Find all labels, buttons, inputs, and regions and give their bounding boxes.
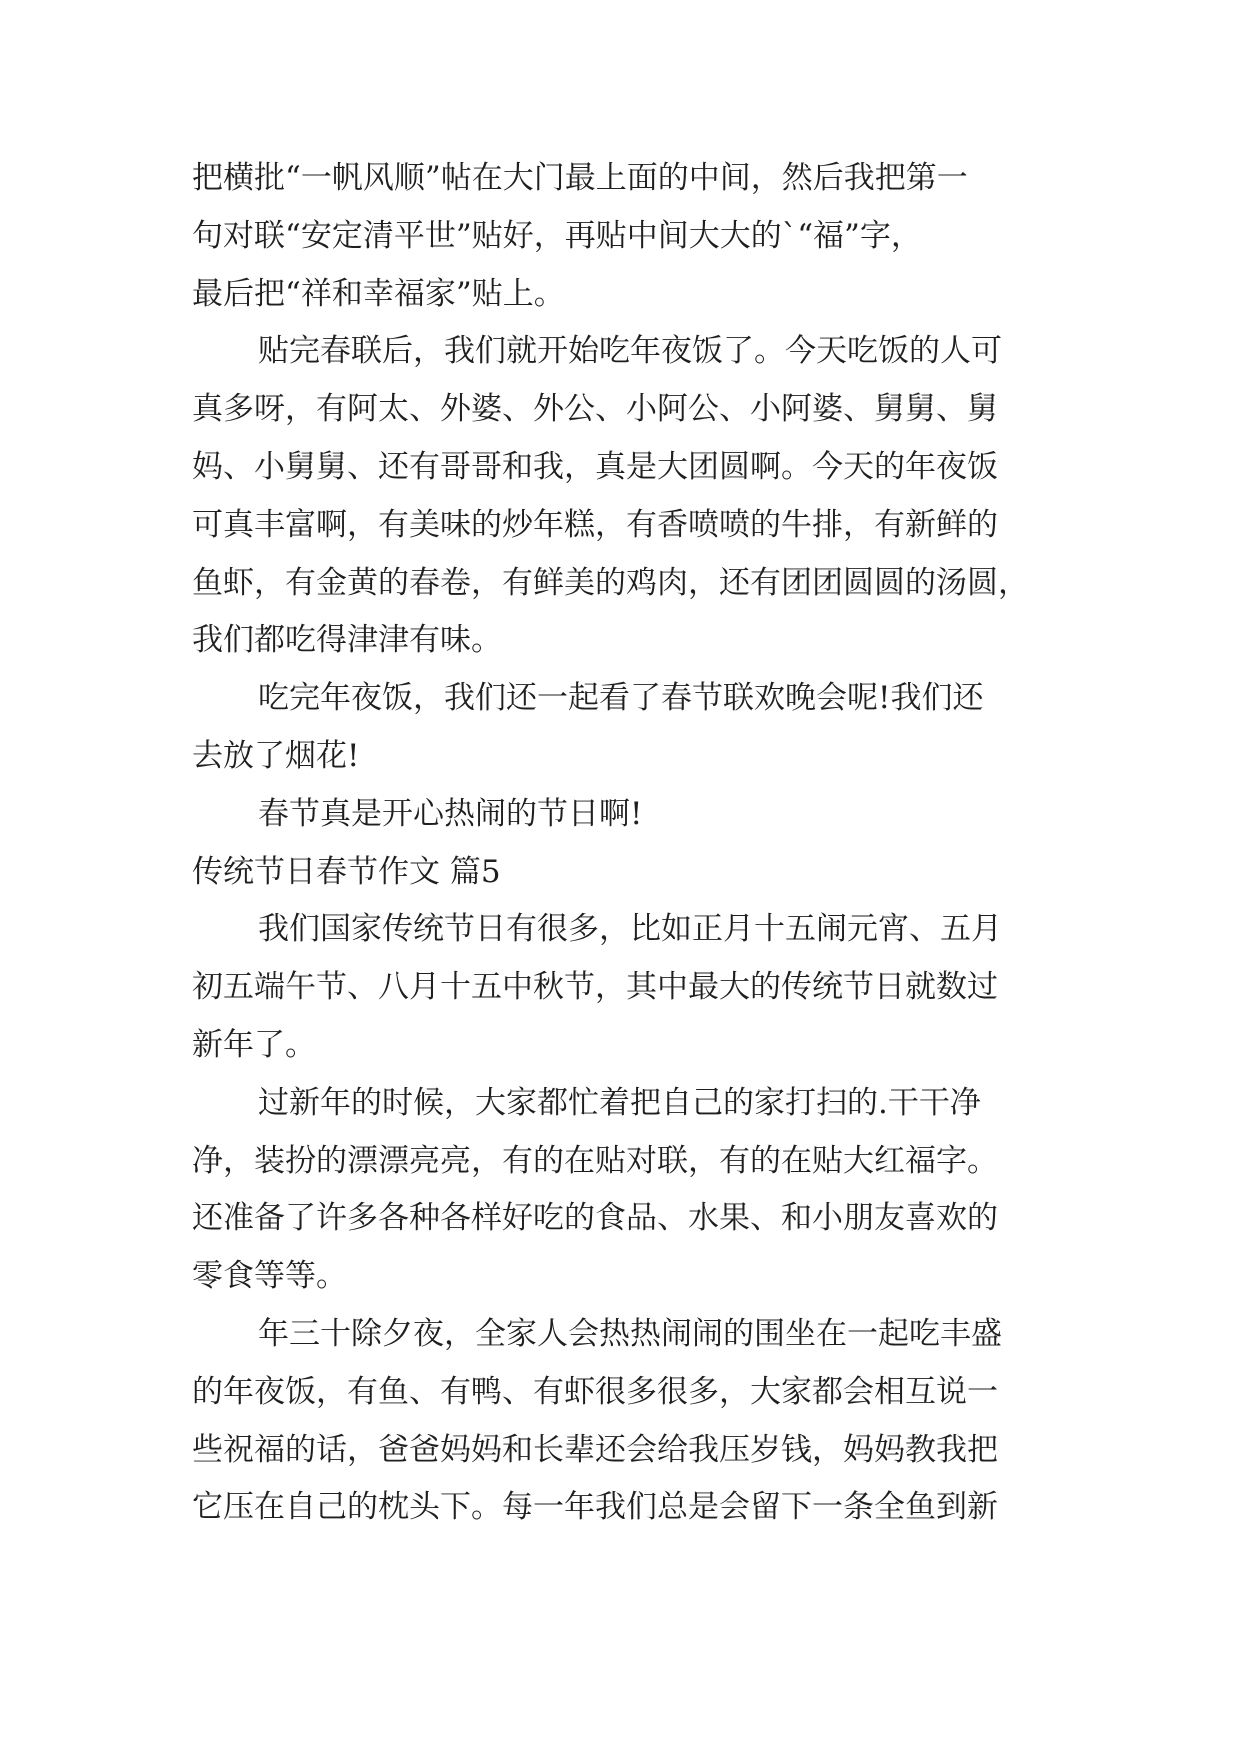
text-line: 还准备了许多各种各样好吃的食品、水果、和小朋友喜欢的 bbox=[192, 1200, 998, 1237]
paragraph-first-line: 吃完年夜饭，我们还一起看了春节联欢晚会呢!我们还 bbox=[258, 680, 984, 717]
text-line: 初五端午节、八月十五中秋节，其中最大的传统节日就数过 bbox=[192, 969, 998, 1006]
paragraph-first-line: 年三十除夕夜，全家人会热热闹闹的围坐在一起吃丰盛 bbox=[258, 1315, 1002, 1352]
text-line: 妈、小舅舅、还有哥哥和我，真是大团圆啊。今天的年夜饭 bbox=[192, 448, 998, 485]
essay-body bbox=[192, 150, 1072, 1537]
text-line: 真多呀，有阿太、外婆、外公、小阿公、小阿婆、舅舅、舅 bbox=[192, 391, 998, 428]
paragraph-first-line: 过新年的时候，大家都忙着把自己的家打扫的.干干净 bbox=[258, 1084, 981, 1121]
text-line: 去放了烟花! bbox=[192, 737, 360, 774]
text-line: 可真丰富啊，有美味的炒年糕，有香喷喷的牛排，有新鲜的 bbox=[192, 506, 998, 543]
text-line: 鱼虾，有金黄的春卷，有鲜美的鸡肉，还有团团圆圆的汤圆， bbox=[192, 564, 1029, 601]
section-heading: 传统节日春节作文 篇5 bbox=[192, 853, 501, 890]
paragraph-first-line: 我们国家传统节日有很多，比如正月十五闹元宵、五月 bbox=[258, 911, 1002, 948]
text-line: 句对联“安定清平世”贴好，再贴中间大大的`“福”字， bbox=[192, 217, 922, 254]
text-line: 新年了。 bbox=[192, 1026, 316, 1063]
paragraph-first-line: 贴完春联后，我们就开始吃年夜饭了。今天吃饭的人可 bbox=[258, 333, 1002, 370]
text-line: 最后把“祥和幸福家”贴上。 bbox=[192, 275, 565, 312]
text-line: 它压在自己的枕头下。每一年我们总是会留下一条全鱼到新 bbox=[192, 1489, 998, 1526]
text-line: 把横批“一帆风顺”帖在大门最上面的中间，然后我把第一 bbox=[192, 160, 968, 196]
text-line: 的年夜饭，有鱼、有鸭、有虾很多很多，大家都会相互说一 bbox=[192, 1373, 998, 1410]
text-line: 零食等等。 bbox=[192, 1258, 347, 1295]
text-line: 净，装扮的漂漂亮亮，有的在贴对联，有的在贴大红福字。 bbox=[192, 1142, 998, 1179]
text-line: 些祝福的话，爸爸妈妈和长辈还会给我压岁钱，妈妈教我把 bbox=[192, 1431, 998, 1468]
paragraph-first-line: 春节真是开心热闹的节日啊! bbox=[258, 795, 643, 832]
text-line: 我们都吃得津津有味。 bbox=[192, 622, 502, 659]
